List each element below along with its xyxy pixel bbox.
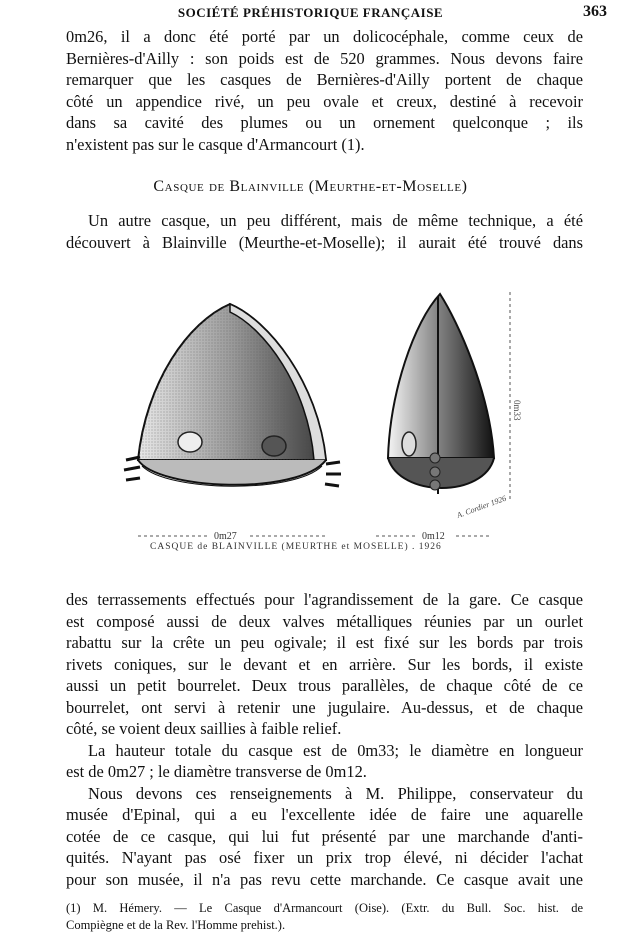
helmet-illustration [118,282,538,542]
text-line: dans sa cavité des plumes ou un ornement quelconque ; ils [66,113,583,132]
text-line: pour son musée, il n'a pas revu cette marchande. Ce casque avait une [66,869,583,889]
artist-signature: A. Cordier 1926 [455,493,508,520]
text-line: quités. N'ayant pas osé fixer un prix trop élevé, ni décider l'achat [66,848,583,867]
length-label: 0m27 [214,531,237,542]
text-line: est composé aussi de deux valves métalliques réunies par un ourlet [66,611,583,631]
helmet-drawing [118,282,538,542]
text-line: Nous devons ces renseignements à M. Philippe, conservateur du [88,783,583,803]
text-line: remarquer que les casques de Bernières-d'Ailly portent de chaque [66,70,583,89]
figure-caption: CASQUE de BLAINVILLE (MEURTHE et MOSELLE) . 1926 [150,542,442,552]
text-line: côté, se voient deux saillies à faible relief. [66,719,342,738]
section-heading: Casque de Blainville (Meurthe-et-Moselle) [153,178,468,195]
text-line: est de 0m27 ; le diamètre transverse de 0m12. [66,762,367,781]
footnote [66,900,583,934]
helmet-front-view [388,294,494,494]
text-line: Un autre casque, un peu différent, mais de même technique, a été [88,211,583,230]
paragraph-top [66,26,583,155]
text-line: côté un appendice rivé, un peu ovale et creux, destiné à recevoir [66,91,583,111]
text-line: aussi un petit bourrelet. Deux trous parallèles, de chaque côté de ce [66,676,583,695]
text-line: cotée de ce casque, qui lui fut présenté par une marchande d'anti- [66,826,583,846]
text-line: 0m26, il a donc été porté par un dolicocéphale, comme ceux de [66,27,583,46]
width-label: 0m12 [422,531,445,542]
paragraph-main [66,589,583,890]
text-line: musée d'Epinal, qui a eu l'excellente idée de faire une aquarelle [66,805,583,824]
width-dimensions [138,531,490,542]
text-line: rivets coniques, sur le devant et en arrière. Sur les bords, il existe [66,654,583,674]
text-line: bourrelet, ont servi à retenir une jugulaire. Au-dessus, et de chaque [66,697,583,717]
text-line: des terrassements effectués pour l'agrandissement de la gare. Ce casque [66,590,583,609]
paragraph-intro [66,210,583,253]
text-line: La hauteur totale du casque est de 0m33; le diamètre en longueur [88,740,583,760]
running-header [0,3,621,23]
text-line: n'existent pas sur le casque d'Armancourt (1). [66,134,365,154]
text-line: rabattu sur la crête un peu ogivale; il est fixé sur les bords par trois [66,633,583,652]
page-number: 363 [583,3,607,20]
text-line: découvert à Blainville (Meurthe-et-Moselle); il aurait été trouvé dans [66,232,583,252]
footnote-line: (1) M. Hémery. — Le Casque d'Armancourt (Oise). (Extr. du Bull. Soc. hist. de [66,901,583,915]
height-label: 0m33 [512,400,522,421]
text-line: Bernières-d'Ailly : son poids est de 520 grammes. Nous devons faire [66,48,583,68]
footnote-line: Compiègne et de la Rev. l'Homme prehist.). [66,918,286,932]
journal-title: SOCIÉTÉ PRÉHISTORIQUE FRANÇAISE [177,5,444,20]
height-dimension [510,292,522,500]
helmet-side-view [124,304,341,486]
